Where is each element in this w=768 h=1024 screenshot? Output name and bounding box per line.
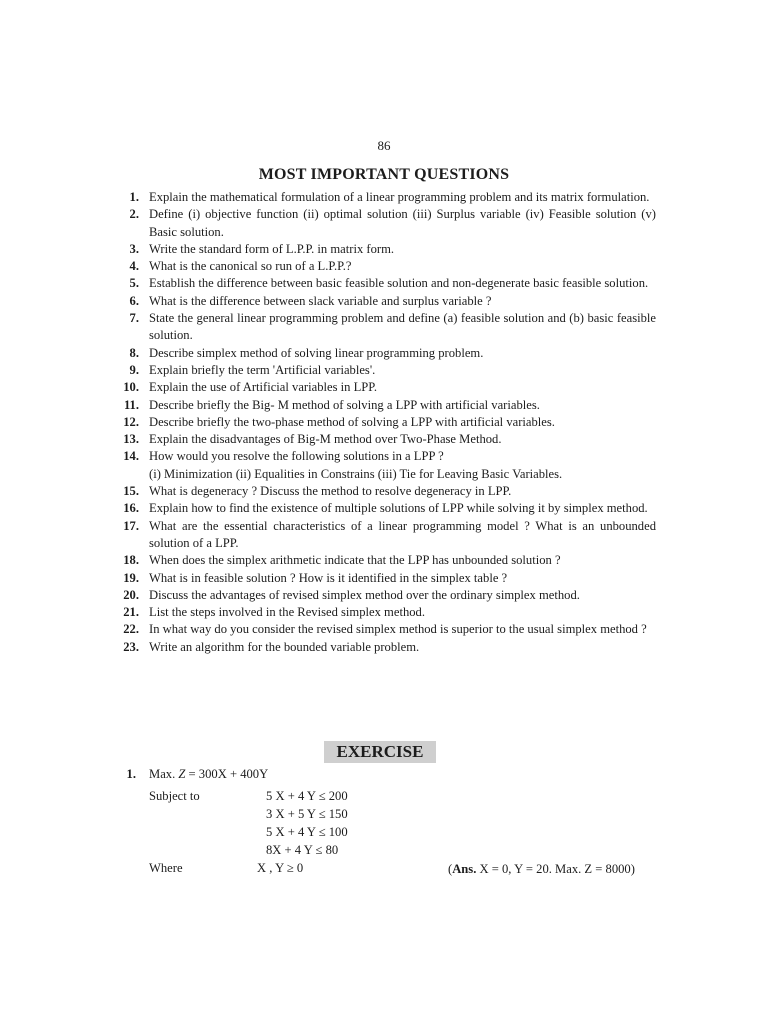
question-text: Discuss the advantages of revised simplex method over the ordinary simplex method. — [149, 587, 580, 602]
question-text: Define (i) objective function (ii) optimal solution (iii) Surplus variable (iv) Feasible solution (v) Basic solution. — [149, 207, 656, 239]
question-item — [110, 518, 656, 553]
question-text: Describe simplex method of solving linear programming problem. — [149, 345, 484, 360]
question-number: 16. — [123, 501, 139, 516]
constraint: 5 X + 4 Y ≤ 100 — [266, 825, 348, 839]
question-item — [110, 258, 656, 275]
question-item — [110, 431, 656, 448]
question-text: What is the difference between slack variable and surplus variable ? — [149, 293, 492, 308]
question-item — [110, 379, 656, 396]
question-text: Describe briefly the two-phase method of solving a LPP with artificial variables. — [149, 414, 555, 429]
question-number: 7. — [129, 311, 139, 326]
question-number: 22. — [123, 622, 139, 637]
question-number: 14. — [123, 449, 139, 464]
question-text: Explain briefly the term 'Artificial variables'. — [149, 362, 376, 377]
question-text: State the general linear programming problem and define (a) feasible solution and (b) basic feasible solution. — [149, 311, 656, 343]
question-item — [110, 397, 656, 414]
question-number: 2. — [129, 207, 139, 222]
question-text-line: How would you resolve the following solutions in a LPP ? — [149, 449, 444, 464]
question-text: When does the simplex arithmetic indicate that the LPP has unbounded solution ? — [149, 553, 561, 568]
objective-variable: Z — [178, 767, 186, 781]
question-item — [110, 587, 656, 604]
questions-list — [110, 189, 656, 656]
objective-function — [149, 766, 268, 783]
question-text: Write the standard form of L.P.P. in matrix form. — [149, 241, 395, 256]
question-item — [110, 500, 656, 517]
question-text — [139, 448, 656, 483]
where-label: Where — [149, 861, 183, 875]
question-text: Explain the use of Artificial variables in LPP. — [149, 380, 378, 395]
answer: (Ans. X = 0, Y = 20. Max. Z = 8000) — [448, 862, 635, 876]
question-number: 20. — [123, 587, 139, 602]
question-text: Establish the difference between basic feasible solution and non-degenerate basic feasible solution. — [149, 276, 649, 291]
question-number: 17. — [123, 518, 139, 533]
question-item — [110, 483, 656, 500]
question-item — [110, 570, 656, 587]
question-text: Explain the disadvantages of Big-M method over Two-Phase Method. — [149, 432, 502, 447]
question-text: Explain how to find the existence of multiple solutions of LPP while solving it by simplex method. — [149, 501, 648, 516]
page-title: MOST IMPORTANT QUESTIONS — [258, 166, 510, 183]
question-number: 11. — [123, 397, 139, 412]
question-item — [110, 310, 656, 345]
question-text: List the steps involved in the Revised simplex method. — [149, 605, 425, 620]
question-number: 3. — [129, 241, 139, 256]
question-text: What is in feasible solution ? How is it identified in the simplex table ? — [149, 570, 508, 585]
constraint: 5 X + 4 Y ≤ 200 — [266, 789, 348, 803]
question-item — [110, 345, 656, 362]
constraint: 8X + 4 Y ≤ 80 — [266, 843, 339, 857]
question-text-line: (i) Minimization (ii) Equalities in Constrains (iii) Tie for Leaving Basic Variables. — [149, 466, 563, 481]
question-item — [110, 414, 656, 431]
answer-text: X = 0, Y = 20. Max. Z = 8000 — [476, 862, 631, 876]
question-item — [110, 241, 656, 258]
question-number: 9. — [129, 362, 139, 377]
question-number: 12. — [123, 414, 139, 429]
question-text: Write an algorithm for the bounded variable problem. — [149, 639, 420, 654]
question-item — [110, 293, 656, 310]
exercise-heading: EXERCISE — [324, 741, 436, 763]
question-item — [110, 362, 656, 379]
exercise-number: 1. — [126, 767, 136, 781]
question-item — [110, 604, 656, 621]
question-text: What are the essential characteristics of a linear programming model ? What is an unbounded solution of a LPP. — [149, 518, 656, 550]
question-number: 13. — [123, 432, 139, 447]
page-number: 86 — [377, 138, 391, 153]
question-number: 15. — [123, 484, 139, 499]
question-item — [110, 275, 656, 292]
question-item — [110, 639, 656, 656]
question-number: 6. — [129, 293, 139, 308]
question-text: Describe briefly the Big- M method of solving a LPP with artificial variables. — [149, 397, 540, 412]
question-text: Explain the mathematical formulation of a linear programming problem and its matrix formulation. — [149, 190, 650, 204]
question-number: 5. — [129, 276, 139, 291]
question-item — [110, 189, 656, 206]
non-negativity-constraint: X , Y ≥ 0 — [257, 861, 304, 875]
question-number: 1. — [129, 190, 139, 204]
question-number: 21. — [123, 605, 139, 620]
objective-expression: = 300X + 400Y — [185, 767, 269, 781]
question-item — [110, 552, 656, 569]
answer-label: Ans. — [452, 862, 477, 876]
question-text: What is degeneracy ? Discuss the method to resolve degeneracy in LPP. — [149, 484, 512, 499]
question-item — [110, 448, 656, 483]
objective-prefix: Max. — [149, 767, 179, 781]
question-number: 23. — [123, 639, 139, 654]
question-item — [110, 206, 656, 241]
subject-to-label: Subject to — [149, 789, 200, 803]
question-number: 10. — [123, 380, 139, 395]
question-text: What is the canonical so run of a L.P.P.? — [149, 259, 352, 274]
constraint: 3 X + 5 Y ≤ 150 — [266, 807, 348, 821]
question-number: 4. — [129, 259, 139, 274]
question-number: 8. — [129, 345, 139, 360]
question-item — [110, 621, 656, 638]
question-text: In what way do you consider the revised simplex method is superior to the usual simplex method ? — [149, 622, 647, 637]
question-number: 18. — [123, 553, 139, 568]
question-number: 19. — [123, 570, 139, 585]
